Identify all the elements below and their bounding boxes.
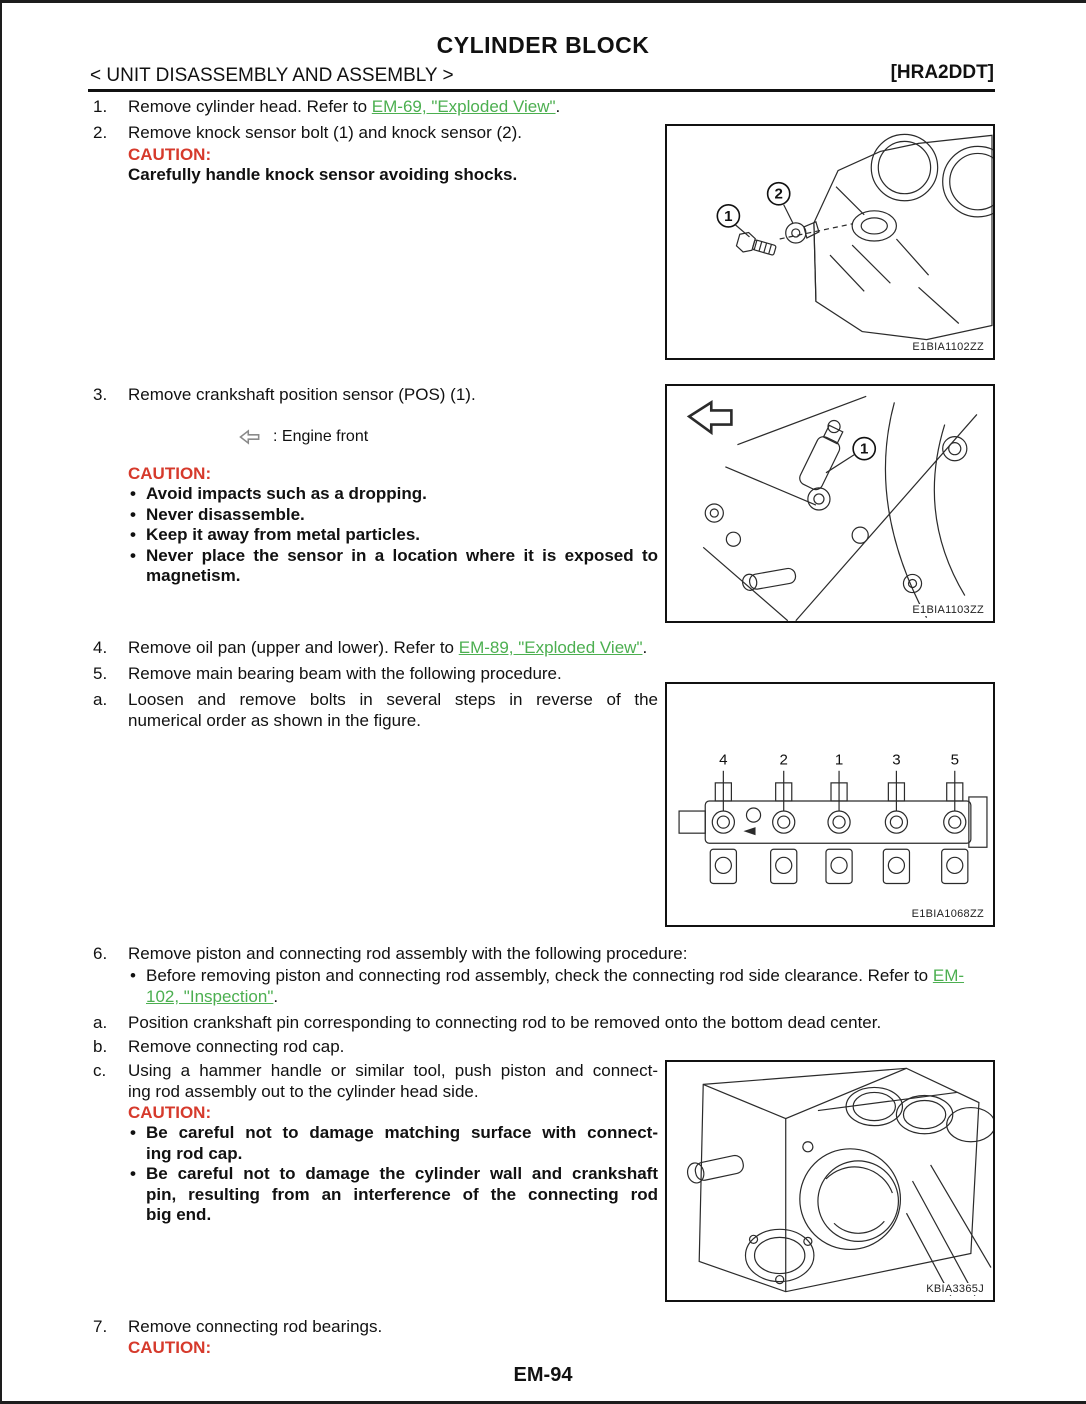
step-4 [93,637,995,658]
step-line: Loosen and remove bolts in several steps in reverse of the [128,690,658,709]
bullet-line: pin, resulting from an interference of the connecting rod [146,1184,658,1204]
bullet-icon: • [130,1123,136,1142]
step-text-post: . [642,638,648,657]
bullet-icon: • [130,484,136,503]
viewer-edge-left [0,0,2,1404]
figure-code: E1BIA1068ZZ [908,908,984,920]
caution-label: CAUTION: [128,1103,212,1122]
bolt-number: 4 [719,751,728,769]
caution-bullet-text [146,1164,658,1226]
bullet-line: Never place the sensor in a location where it is exposed to [146,545,658,565]
bullet-icon: • [130,1164,136,1183]
bolt-number: 2 [779,751,788,769]
figure-code: E1BIA1102ZZ [908,341,984,353]
caution-label: CAUTION: [128,1338,212,1357]
caution-bullet-list [130,1123,658,1226]
step-letter: a. [93,1013,108,1032]
caution-bullet-text [146,546,658,587]
step-number: 4. [93,638,108,657]
step-letter: a. [93,690,108,709]
caution-bullet [130,484,658,505]
figure-knock-sensor [665,124,995,360]
step-line: ing rod assembly out to the cylinder head side. [128,1082,479,1101]
step-6 [93,943,995,964]
piston-removal-illustration [667,1062,993,1300]
bullet-icon: • [130,966,136,985]
bullet-line: Be careful not to damage matching surface with connect- [146,1123,658,1142]
knock-sensor-illustration [667,126,993,358]
caution-bullet [130,1164,658,1226]
step-letter: c. [93,1061,107,1080]
engine-front-label: : Engine front [273,428,369,445]
step-text: Remove crankshaft position sensor (POS) (1). [128,385,476,404]
pos-sensor-illustration [667,386,993,621]
caution-bullet [130,505,658,526]
step-text-post: . [555,97,561,116]
bullet-text-post: . [273,987,279,1006]
figure-crankshaft-position-sensor [665,384,995,623]
bullet-line: magnetism. [146,566,241,585]
step-6-bullet [130,965,996,1007]
step-6a [93,1012,995,1033]
bolt-number: 3 [892,751,901,769]
step-3 [93,384,653,405]
figure-code: E1BIA1103ZZ [908,604,984,616]
step-text [128,1060,658,1102]
caution-bullet-text: Keep it away from metal particles. [146,525,420,544]
caution-text: Carefully handle knock sensor avoiding shocks. [128,165,518,184]
callout-2: 2 [774,185,783,203]
page-number: EM-94 [513,1364,573,1386]
figure-main-bearing-beam [665,682,995,927]
bearing-beam-illustration [667,684,993,925]
bullet-line: Be careful not to damage the cylinder wall and crankshaft [146,1164,658,1183]
step-text: Remove connecting rod bearings. [128,1317,383,1336]
engine-front-indicator [237,427,368,447]
header-rule [88,89,995,92]
link-em89-exploded-view[interactable]: EM-89, "Exploded View" [458,638,643,657]
bullet-icon: • [130,525,136,544]
step-text-pre: Remove cylinder head. Refer to [128,97,372,116]
step-number: 2. [93,123,108,142]
step-text: Remove piston and connecting rod assembly with the following procedure: [128,944,688,963]
engine-variant-code: [HRA2DDT] [890,62,994,83]
step-text: Remove connecting rod cap. [128,1037,345,1056]
step-line: numerical order as shown in the figure. [128,711,421,730]
caution-label: CAUTION: [128,464,212,483]
engine-front-arrow-icon [237,427,263,447]
bullet-line: ing rod cap. [146,1143,243,1163]
bolt-number: 1 [834,751,844,769]
caution-label: CAUTION: [128,145,212,164]
caution-bullet-text [146,1123,658,1164]
step-6c [93,1060,658,1102]
bullet-text [146,965,996,1007]
step-5a [93,689,658,731]
bullet-line: big end. [146,1205,212,1224]
step-number: 1. [93,97,108,116]
step-line: Using a hammer handle or similar tool, push piston and connect- [128,1061,658,1080]
page-title: CYLINDER BLOCK [436,32,650,58]
figure-piston-removal [665,1060,995,1302]
step-5 [93,663,995,684]
figure-code: KBIA3365J [922,1283,984,1295]
caution-bullet-text: Never disassemble. [146,504,305,524]
step-text: Remove main bearing beam with the following procedure. [128,664,562,683]
step-text [128,96,560,117]
caution-bullet [130,1123,658,1164]
step-7 [93,1316,653,1337]
link-em102-inspection[interactable]: EM-102, "Inspection" [146,966,965,1006]
bullet-icon: • [130,545,136,565]
step-text [128,689,658,731]
step-number: 7. [93,1317,108,1336]
link-em69-exploded-view[interactable]: EM-69, "Exploded View" [371,97,556,116]
step-text-pre: Remove oil pan (upper and lower). Refer to [128,638,459,657]
callout-1: 1 [724,207,733,225]
front-arrow-mark [743,827,755,835]
bullet-icon: • [130,504,136,524]
step-number: 3. [93,385,108,404]
step-letter: b. [93,1037,108,1056]
bolt-number: 5 [950,751,959,769]
step-6b [93,1036,995,1057]
step-2 [93,122,653,143]
caution-bullet-list [130,484,658,587]
viewer-edge-top [0,0,1086,3]
step-1 [93,96,995,117]
step-number: 6. [93,944,108,963]
callout-1: 1 [860,440,869,458]
caution-bullet-text: Avoid impacts such as a dropping. [146,484,427,503]
step-text [128,637,647,658]
step-number: 5. [93,664,108,683]
bullet-text-pre: Before removing piston and connecting rod assembly, check the connecting rod side clearance. Refer to [146,966,933,985]
caution-bullet [130,546,658,587]
section-title: < UNIT DISASSEMBLY AND ASSEMBLY > [90,65,454,86]
step-text: Position crankshaft pin corresponding to connecting rod to be removed onto the bottom dead center. [128,1013,882,1032]
step-text: Remove knock sensor bolt (1) and knock sensor (2). [128,123,523,142]
caution-bullet [130,525,658,546]
